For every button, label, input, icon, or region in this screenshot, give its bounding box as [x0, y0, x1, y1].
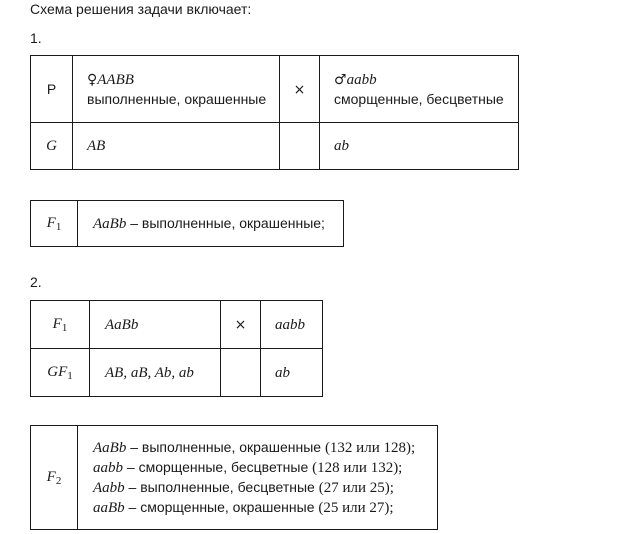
- f1-label-cell: [31, 201, 78, 247]
- gf1-row: [31, 349, 323, 397]
- male-parent-cell: [320, 56, 519, 123]
- f2-label: F: [46, 469, 56, 485]
- f2-phenotype: – выполненные, бесцветные: [124, 478, 319, 495]
- f1-genotype: AaBb: [93, 215, 127, 232]
- female-genotype: AABB: [97, 71, 134, 88]
- f2-count: (132 или 128);: [324, 439, 416, 456]
- gf1-label-sub: 1: [67, 370, 73, 382]
- f2-genotype: Aabb: [93, 479, 125, 496]
- f2-result-line: [93, 498, 437, 518]
- f2-result-line: [93, 478, 437, 498]
- f2-results-cell: [78, 426, 438, 530]
- female-phenotype: выполненные, окрашенные: [87, 90, 267, 107]
- f1-cross-symbol: ×: [234, 317, 247, 333]
- f2-result-line: [93, 438, 437, 458]
- f1-cross-label-sub: 1: [61, 322, 68, 334]
- f2-result-line: [93, 458, 437, 478]
- solution-heading: Схема решения задачи включает:: [30, 1, 252, 17]
- step-2-number: 2.: [30, 274, 42, 290]
- cross-symbol: ×: [293, 81, 306, 98]
- g-label-cell: [31, 123, 73, 170]
- f2-label-sub: 2: [55, 475, 62, 487]
- gf1-label-cell: [31, 349, 90, 397]
- f1-cross-table: [30, 300, 323, 397]
- female-gametes: AB: [87, 138, 106, 154]
- female-symbol-icon: ♀: [87, 71, 98, 88]
- gf1-female-gametes: AB, aB, Ab, ab: [105, 364, 194, 381]
- female-parent-cell: [73, 56, 280, 123]
- f2-phenotype: – сморщенные, бесцветные: [123, 458, 313, 475]
- f1-cross-female-genotype: AaBb: [105, 316, 139, 333]
- f1-phenotype: – выполненные, окрашенные;: [126, 214, 325, 231]
- f1-cross-symbol-cell: [221, 301, 261, 349]
- f1-cross-row: [31, 301, 323, 349]
- gf1-empty-cell: [221, 349, 261, 397]
- f1-label-sub: 1: [55, 221, 62, 233]
- cross-symbol-cell: [280, 56, 320, 123]
- f2-phenotype: – сморщенные, окрашенные: [124, 498, 319, 515]
- f2-table: [30, 425, 438, 530]
- f1-cross-male-cell: [261, 301, 323, 349]
- empty-cell: [280, 123, 320, 170]
- parents-table: [30, 55, 519, 170]
- male-symbol-icon: ♂: [334, 71, 347, 88]
- f2-count: (25 или 27);: [318, 499, 394, 516]
- f1-description-cell: [78, 201, 344, 247]
- female-gametes-cell: [73, 123, 280, 170]
- f2-row: [31, 426, 438, 530]
- gf1-male-gametes-cell: [261, 349, 323, 397]
- f1-label: F: [46, 215, 56, 231]
- p-label-cell: [31, 56, 73, 123]
- male-gametes: ab: [334, 138, 349, 154]
- f2-phenotype: – выполненные, окрашенные: [126, 438, 325, 455]
- f1-cross-female-cell: [90, 301, 221, 349]
- g-label: G: [46, 138, 57, 154]
- gf1-female-gametes-cell: [90, 349, 221, 397]
- f2-label-cell: [31, 426, 78, 530]
- p-label: P: [46, 81, 57, 97]
- f2-count: (27 или 25);: [318, 479, 394, 496]
- male-genotype: aabb: [346, 71, 377, 88]
- gf1-label: GF: [47, 364, 68, 380]
- f1-cross-label: F: [52, 316, 62, 332]
- f2-genotype: aabb: [93, 459, 123, 476]
- f2-genotype: aaBb: [93, 499, 125, 516]
- f1-table: [30, 200, 344, 247]
- gametes-row: [31, 123, 519, 170]
- parents-row: [31, 56, 519, 123]
- f1-cross-male-genotype: aabb: [275, 316, 305, 333]
- f1-row: [31, 201, 344, 247]
- step-1-number: 1.: [30, 30, 42, 46]
- f1-cross-label-cell: [31, 301, 90, 349]
- gf1-male-gametes: ab: [275, 364, 290, 381]
- male-phenotype: сморщенные, бесцветные: [334, 90, 504, 107]
- male-gametes-cell: [320, 123, 519, 170]
- f2-genotype: AaBb: [93, 439, 127, 456]
- f2-count: (128 или 132);: [312, 459, 403, 476]
